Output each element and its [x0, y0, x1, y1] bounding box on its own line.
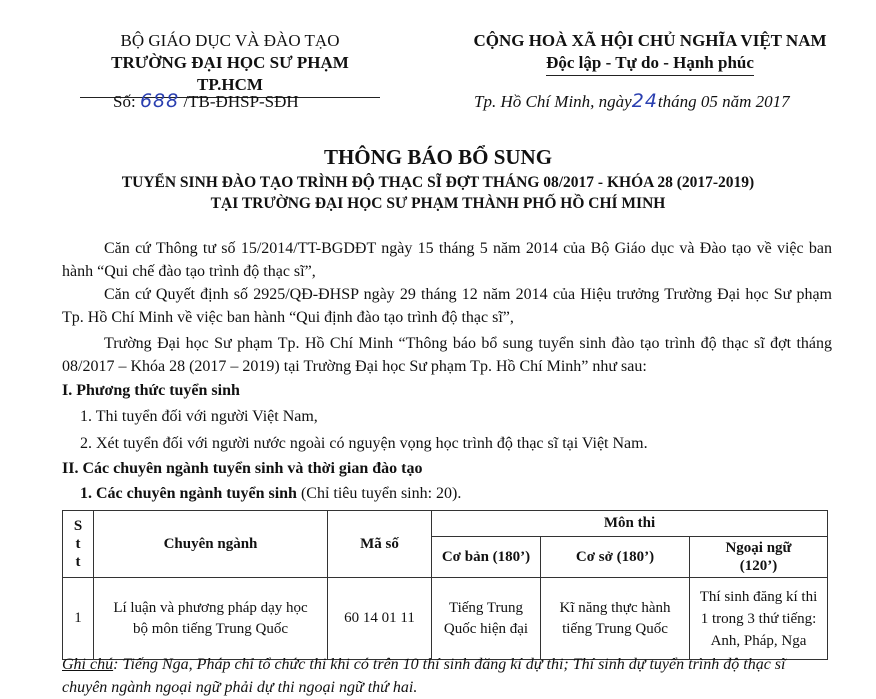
section-2-heading: II. Các chuyên ngành tuyển sinh và thời gian đào tạo: [62, 460, 423, 477]
country-name: CỘNG HOÀ XÃ HỘI CHỦ NGHĨA VIỆT NAM: [473, 31, 827, 50]
section-1-heading: I. Phương thức tuyển sinh: [62, 382, 240, 399]
paragraph-1-text: Căn cứ Thông tư số 15/2014/TT-BGDĐT ngày 15 tháng 5 năm 2014 của Bộ Giáo dục và Đào tạo về việc ban hành “Qui chế đào tạo trình độ thạc sĩ”,: [62, 240, 832, 280]
date-suffix: tháng 05 năm 2017: [657, 92, 790, 111]
cell-lang: Thí sinh đăng kí thi 1 trong 3 thứ tiếng: Anh, Pháp, Nga: [690, 578, 828, 660]
document-date: [474, 90, 790, 112]
section-1-item-1: 1. Thi tuyển đối với người Việt Nam,: [80, 408, 318, 425]
col-core: Cơ sở (180’): [541, 537, 690, 578]
section-1-item-2: 2. Xét tuyển đối với người nước ngoài có nguyện vọng học trình độ thạc sĩ tại Việt Nam.: [80, 435, 648, 452]
col-lang: Ngoại ngữ (120’): [690, 537, 828, 578]
paragraph-3-text: Trường Đại học Sư phạm Tp. Hồ Chí Minh “Thông báo bổ sung tuyển sinh đào tạo trình độ thạc sĩ đợt tháng 08/2017 – Khóa 28 (2017 – 2019) tại Trường Đại học Sư phạm Tp. Hồ Chí Minh” như sau:: [62, 335, 832, 375]
col-major: Chuyên ngành: [94, 511, 328, 578]
doc-no-label: Số:: [113, 92, 136, 111]
footnote: [62, 653, 832, 699]
paragraph-2-text: Căn cứ Quyết định số 2925/QĐ-ĐHSP ngày 29 tháng 12 năm 2014 của Hiệu trưởng Trường Đại học Sư phạm Tp. Hồ Chí Minh về việc ban hành “Qui định đào tạo trình độ thạc sĩ”,: [62, 286, 832, 326]
document-number: [113, 90, 299, 112]
doc-no-handwritten: 688: [139, 90, 180, 112]
col-exam: Môn thi: [432, 511, 828, 537]
document-subtitle: [0, 172, 876, 214]
table-header-row: [63, 511, 828, 537]
col-basic: Cơ bản (180’): [432, 537, 541, 578]
cell-major: Lí luận và phương pháp dạy học bộ môn tiếng Trung Quốc: [94, 578, 328, 660]
date-prefix: Tp. Hồ Chí Minh, ngày: [474, 92, 632, 111]
cell-stt: 1: [63, 578, 94, 660]
issuer-block: [80, 30, 380, 98]
school-name: TRƯỜNG ĐẠI HỌC SƯ PHẠM TP.HCM: [80, 52, 380, 98]
col-stt: S t t: [63, 511, 94, 578]
date-day-handwritten: 24: [631, 90, 658, 112]
cell-basic: Tiếng Trung Quốc hiện đại: [432, 578, 541, 660]
section-2-subheading: [80, 485, 461, 503]
cell-core: Kĩ năng thực hành tiếng Trung Quốc: [541, 578, 690, 660]
document-title: THÔNG BÁO BỔ SUNG: [323, 145, 553, 169]
motto: Độc lập - Tự do - Hạnh phúc: [546, 52, 754, 76]
ministry-name: BỘ GIÁO DỤC VÀ ĐÀO TẠO: [120, 31, 340, 50]
majors-table: [62, 510, 828, 660]
table-row: [63, 578, 828, 660]
col-code: Mã số: [328, 511, 432, 578]
cell-code: 60 14 01 11: [328, 578, 432, 660]
section-2-sub-bold: 1. Các chuyên ngành tuyển sinh: [80, 485, 297, 502]
subtitle-line-1: TUYỂN SINH ĐÀO TẠO TRÌNH ĐỘ THẠC SĨ ĐỢT THÁNG 08/2017 - KHÓA 28 (2017-2019): [121, 174, 755, 191]
note-text: : Tiếng Nga, Pháp chỉ tổ chức thi khi có trên 10 thí sinh đăng kí dự thi; Thí sinh dự tuyển trình độ thạc sĩ chuyên ngành ngoại ngữ phải dự thi ngoại ngữ thứ hai.: [62, 656, 786, 696]
doc-no-suffix: /TB-ĐHSP-SĐH: [183, 92, 299, 111]
paragraph-2: [62, 283, 832, 329]
national-heading: [450, 30, 850, 76]
section-2-sub-rest: (Chỉ tiêu tuyển sinh: 20).: [296, 485, 462, 502]
note-label: Ghi chú: [62, 656, 114, 673]
paragraph-3: [62, 332, 832, 378]
subtitle-line-2: TẠI TRƯỜNG ĐẠI HỌC SƯ PHẠM THÀNH PHỐ HỒ CHÍ MINH: [210, 195, 666, 212]
paragraph-1: [62, 237, 832, 283]
